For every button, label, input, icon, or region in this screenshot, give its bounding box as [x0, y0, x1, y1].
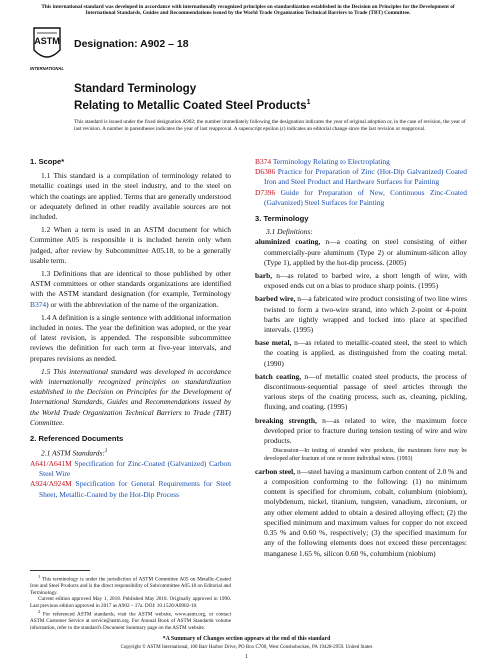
terminology-heading: 3. Terminology — [255, 214, 309, 224]
svg-text:ASTM: ASTM — [34, 36, 60, 46]
footnote-1: $^1$ This terminology is under the jurisdiction of ASTM Committee A05 on Metallic-Coated Iron and Steel Products and is the direct responsibility of Subcommittee A05.18 on Editorial and Terminology. — [30, 574, 232, 596]
term-entry: barbed wire, n—a fabricated wire product consisting of two line wires twisted to form a two-wire strand, into which 2-point or 4-point barbs are tightly wrapped and locked into place at specified intervals. (1995) — [255, 294, 467, 335]
para-1-1: 1.1 This standard is a compilation of terminology related to metallic coatings used in the steel industry, and to the steel on which the coatings are applied. Terms that are generally understood or adequately defined in other readily available sources are not included. — [30, 171, 231, 222]
term-name: aluminized coating, — [255, 237, 321, 247]
page-number: 1 — [245, 654, 248, 660]
ref-a924-link[interactable]: A924/A924M — [30, 479, 72, 489]
designation: Designation: A902 – 18 — [74, 38, 189, 50]
footnote-2: $^2$ For referenced ASTM standards, visit the ASTM website, www.astm.org, or contact ASTM Customer Service at service@astm.org. For Annual Book of ASTM Standards volume information, refer to the standard's Document Summary page on the ASTM website. — [30, 609, 232, 631]
term-name: barbed wire, — [255, 294, 296, 304]
logo-caption: INTERNATIONAL — [30, 66, 64, 71]
term-name: batch coating, — [255, 371, 302, 381]
references-heading: 2. Referenced Documents — [30, 434, 124, 444]
ref-b374-link[interactable]: B374 — [255, 157, 272, 166]
para-1-2: 1.2 When a term is used in an ASTM document for which Committee A05 is responsible it is included herein only when judged, after review by Subcommittee A05.18, to be a generally usable term. — [30, 225, 231, 265]
issued-statement: This standard is issued under the fixed designation A902; the number immediately following the designation indicates the year of original adoption or, in the case of revision, the year of last revision. A number in parentheses indicates the year of last reapproval. A superscript epsilon (ε) indicates an editorial change since the last revision or reapproval. — [74, 119, 466, 132]
term-entry: barb, n—as related to barbed wire, a short length of wire, with exposed ends cut on a bias to produce sharp points. (1995) — [255, 271, 467, 291]
ref-d6386-link[interactable]: D6386 — [255, 167, 276, 177]
para-1-3: 1.3 Definitions that are identical to those published by other ASTM committees or other standards organizations are identified with the ASTM standard designation (for example, Terminology B374) or with the abbreviation of the name of the organization. — [30, 269, 231, 309]
term-name: base metal, — [255, 338, 292, 348]
summary-of-changes-note: *A Summary of Changes section appears at the end of this standard — [162, 636, 331, 642]
ref-item — [255, 167, 467, 187]
term-entry: batch coating, n—of metallic coated steel products, the process of discontinuous-sequential passage of steel articles through the various steps of the coating process, such as, cleaning, pickling, fluxing, and coating. (1995) — [255, 371, 468, 412]
term-entry: breaking strength, n—as related to wire, the maximum force developed prior to fracture during tension testing of wire and wire products. — [255, 415, 467, 446]
footnote-divider — [30, 570, 90, 571]
discussion-note: Discussion—In testing of stranded wire products, the maximum force may be developed after fracture of one or more individual wires. (1993) — [264, 448, 467, 462]
b374-link[interactable]: B374 — [30, 299, 47, 309]
para-2-1: 2.1 ASTM Standards:$^2$ — [41, 448, 108, 458]
ref-d7396-title[interactable]: Guide for Preparation of New, Continuous Zinc-Coated (Galvanized) Steel Surfaces for Painting — [264, 187, 467, 207]
ref-a924-title[interactable]: Specification for General Requirements for Steel Sheet, Metallic-Coated by the Hot-Dip Process — [39, 479, 231, 499]
term-entry: aluminized coating, n—a coating on steel consisting of either commercially-pure aluminum (Type 2) or aluminum-silicon alloy (Type 1), applied by the hot-dip process. (2005) — [255, 237, 467, 267]
footnote-1-edition: Current edition approved May 1, 2018. Published May 2018. Originally approved in 1990. Last previous edition approved in 2017 as A902 – 17a. DOI: 10.1520/A0902-18. — [30, 596, 231, 609]
ref-item — [255, 188, 467, 208]
title-footnote-marker: 1 — [306, 99, 311, 106]
ref-a641-link[interactable]: A641/A641M — [30, 458, 72, 468]
term-name: carbon steel, — [255, 466, 296, 476]
para-1-5: 1.5 This international standard was developed in accordance with internationally recognized principles on standardization established in the Decision on Principles for the Development of International Standards, Guides and Recommendations issued by the World Trade Organization Technical Barriers to Trade (TBT) Committee. — [30, 366, 231, 427]
para-3-1: 3.1 Definitions: — [266, 227, 313, 237]
document-title — [74, 82, 310, 113]
ref-b374-title[interactable]: Terminology Relating to Electroplating — [271, 157, 390, 166]
term-name: breaking strength, — [255, 415, 317, 425]
copyright: Copyright © ASTM International, 100 Barr Harbor Drive, PO Box C700, West Conshohocken, PA 19428-2959. United States — [120, 645, 373, 650]
ref-item — [255, 157, 467, 167]
term-entry: carbon steel, n—steel having a maximum carbon content of 2.0 % and a composition conforming to the following: (1) no minimum content is specified for chromium, cobalt, columbium (niobium), molybdenum, nickel, titanium, tungsten, vanadium, zirconium, or any other element added to obtain a desired alloying effect; (2) the specified minimum and maximum values for copper do not exceed 0.35 % and 0.60 %, respectively; (3) the specified maximum for any of the following elements does not exceed these percentages: manganese 1.65 %, silicon 0.60 %, columbium (niobium) — [255, 466, 468, 558]
para-1-4: 1.4 A definition is a single sentence with additional information included in notes. The year the definition was adopted, or the year of latest revision, is appended. The responsible subcommittee reviews the definition for each term at five-year intervals, and prepares revisions as needed. — [30, 312, 231, 363]
astm-logo-icon — [32, 24, 62, 64]
left-column — [30, 157, 231, 500]
wto-notice: This international standard was developed in accordance with internationally recognized principles on standardization established in the Decision on Principles for the Development of International Standards, Guides and Recommendations issued by the World Trade Organization Technical Barriers to Trade (TBT) Committee. — [41, 4, 455, 17]
ref-d7396-link[interactable]: D7396 — [255, 187, 276, 197]
term-entry: base metal, n—as related to metallic-coated steel, the steel to which the coating is applied, as distinguished from the coating metal. (1990) — [255, 338, 468, 368]
title-line-2: Relating to Metallic Coated Steel Products$^1$ — [74, 98, 311, 112]
ref-item — [30, 479, 231, 499]
right-column — [255, 157, 467, 559]
ref-a641-title[interactable]: Specification for Zinc-Coated (Galvanized) Carbon Steel Wire — [39, 458, 231, 479]
term-name: barb, — [255, 271, 273, 281]
ref-d6386-title[interactable]: Practice for Preparation of Zinc (Hot-Dip Galvanized) Coated Iron and Steel Product and Hardware Surfaces for Painting — [264, 167, 467, 187]
ref-item — [30, 459, 231, 479]
footnotes — [30, 574, 231, 631]
title-line-1: Standard Terminology — [74, 82, 197, 95]
scope-heading: 1. Scope* — [30, 157, 65, 166]
